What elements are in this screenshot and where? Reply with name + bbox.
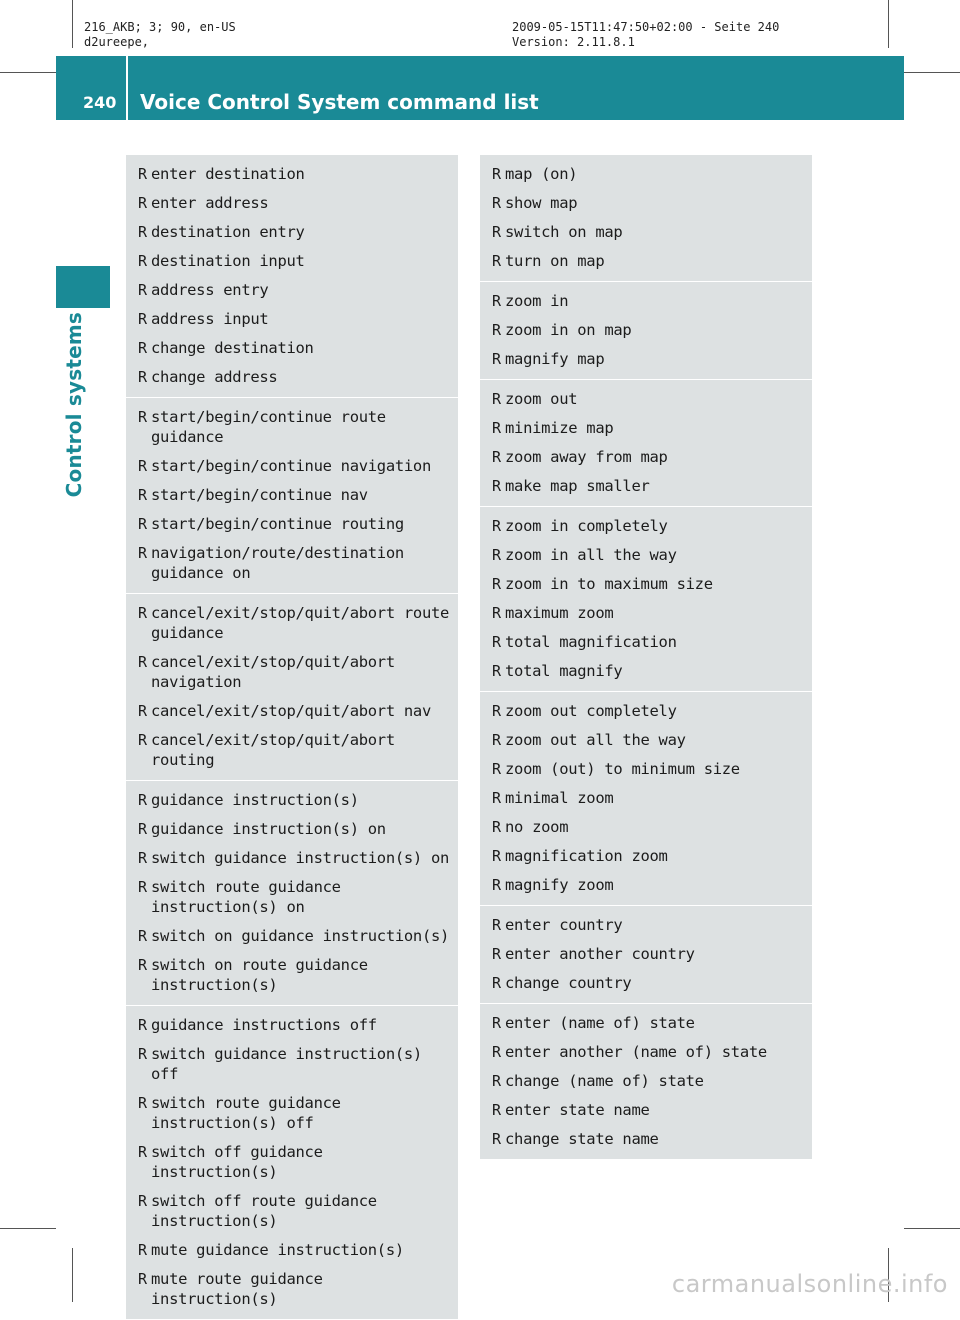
- command-text: total magnify: [505, 662, 623, 680]
- bullet-icon: R: [492, 252, 501, 270]
- command-text: zoom out: [505, 390, 578, 408]
- side-tab: [56, 266, 110, 308]
- command-group: [480, 507, 812, 692]
- bullet-icon: R: [492, 633, 501, 651]
- bullet-icon: R: [492, 702, 501, 720]
- bullet-icon: R: [492, 517, 501, 535]
- command-text: make map smaller: [505, 477, 650, 495]
- command-item: [492, 632, 812, 652]
- command-text: switch route guidance instruction(s) off: [151, 1094, 341, 1132]
- command-text: zoom in all the way: [505, 546, 677, 564]
- bullet-icon: R: [492, 575, 501, 593]
- command-text: destination entry: [151, 223, 305, 241]
- bullet-icon: R: [138, 457, 147, 475]
- watermark: carmanualsonline.info: [671, 1270, 948, 1298]
- bullet-icon: R: [492, 662, 501, 680]
- command-text: magnification zoom: [505, 847, 668, 865]
- command-item: [138, 309, 458, 329]
- bullet-icon: R: [138, 927, 147, 945]
- command-item: [138, 701, 458, 721]
- command-item: [138, 603, 458, 643]
- bullet-icon: R: [138, 310, 147, 328]
- crop-mark: [72, 1248, 73, 1302]
- command-text: address input: [151, 310, 269, 328]
- command-text: zoom out all the way: [505, 731, 686, 749]
- command-item: [138, 280, 458, 300]
- bullet-icon: R: [138, 604, 147, 622]
- command-item: [138, 1191, 458, 1231]
- command-text: mute guidance instruction(s): [151, 1241, 404, 1259]
- bullet-icon: R: [492, 292, 501, 310]
- command-text: address entry: [151, 281, 269, 299]
- command-item: [492, 1100, 812, 1120]
- command-item: [492, 193, 812, 213]
- bullet-icon: R: [138, 1241, 147, 1259]
- meta-right-line1: 2009-05-15T11:47:50+02:00 - Seite 240: [512, 20, 780, 34]
- command-item: [138, 926, 458, 946]
- command-item: [492, 516, 812, 536]
- command-item: [138, 877, 458, 917]
- command-group: [480, 155, 812, 282]
- crop-mark: [904, 1228, 960, 1229]
- command-text: switch on guidance instruction(s): [151, 927, 450, 945]
- bullet-icon: R: [138, 194, 147, 212]
- command-item: [492, 788, 812, 808]
- command-text: start/begin/continue nav: [151, 486, 368, 504]
- command-item: [492, 447, 812, 467]
- bullet-icon: R: [138, 1016, 147, 1034]
- command-text: zoom out completely: [505, 702, 677, 720]
- crop-mark: [888, 0, 889, 48]
- command-text: enter another (name of) state: [505, 1043, 767, 1061]
- print-meta-right: [512, 20, 779, 50]
- command-item: [492, 164, 812, 184]
- command-item: [492, 973, 812, 993]
- bullet-icon: R: [492, 350, 501, 368]
- bullet-icon: R: [492, 604, 501, 622]
- command-item: [492, 574, 812, 594]
- meta-left-line1: 216_AKB; 3; 90, en-US: [84, 20, 236, 34]
- bullet-icon: R: [138, 702, 147, 720]
- bullet-icon: R: [138, 956, 147, 974]
- command-item: [492, 701, 812, 721]
- bullet-icon: R: [492, 1072, 501, 1090]
- bullet-icon: R: [492, 916, 501, 934]
- command-text: switch off route guidance instruction(s): [151, 1192, 377, 1230]
- command-group: [480, 692, 812, 906]
- bullet-icon: R: [138, 408, 147, 426]
- bullet-icon: R: [492, 818, 501, 836]
- command-text: enter state name: [505, 1101, 650, 1119]
- command-text: zoom in completely: [505, 517, 668, 535]
- command-text: minimal zoom: [505, 789, 614, 807]
- command-item: [492, 1071, 812, 1091]
- bullet-icon: R: [492, 731, 501, 749]
- bullet-icon: R: [138, 252, 147, 270]
- command-item: [138, 543, 458, 583]
- command-item: [492, 545, 812, 565]
- command-text: zoom in on map: [505, 321, 632, 339]
- command-item: [138, 251, 458, 271]
- command-item: [138, 1269, 458, 1309]
- crop-mark: [72, 0, 73, 48]
- meta-right-line2: Version: 2.11.8.1: [512, 35, 635, 49]
- command-text: cancel/exit/stop/quit/abort navigation: [151, 653, 395, 691]
- page-header: [56, 56, 904, 120]
- command-item: [492, 1013, 812, 1033]
- bullet-icon: R: [138, 165, 147, 183]
- command-group: [480, 906, 812, 1004]
- command-text: mute route guidance instruction(s): [151, 1270, 323, 1308]
- command-item: [138, 367, 458, 387]
- bullet-icon: R: [492, 477, 501, 495]
- bullet-icon: R: [138, 1094, 147, 1112]
- bullet-icon: R: [492, 1043, 501, 1061]
- command-group: [126, 781, 458, 1006]
- bullet-icon: R: [492, 1130, 501, 1148]
- bullet-icon: R: [492, 847, 501, 865]
- command-text: guidance instruction(s): [151, 791, 359, 809]
- command-text: no zoom: [505, 818, 569, 836]
- bullet-icon: R: [492, 165, 501, 183]
- command-item: [138, 955, 458, 995]
- command-group: [126, 1006, 458, 1320]
- command-item: [138, 1240, 458, 1260]
- command-item: [138, 652, 458, 692]
- command-item: [138, 164, 458, 184]
- bullet-icon: R: [138, 544, 147, 562]
- command-item: [492, 730, 812, 750]
- bullet-icon: R: [138, 1045, 147, 1063]
- bullet-icon: R: [138, 368, 147, 386]
- command-text: enter address: [151, 194, 269, 212]
- bullet-icon: R: [492, 546, 501, 564]
- command-text: zoom away from map: [505, 448, 668, 466]
- command-text: enter (name of) state: [505, 1014, 695, 1032]
- command-item: [492, 222, 812, 242]
- bullet-icon: R: [492, 448, 501, 466]
- command-text: zoom in: [505, 292, 569, 310]
- command-text: change (name of) state: [505, 1072, 704, 1090]
- command-text: switch on route guidance instruction(s): [151, 956, 368, 994]
- command-item: [492, 1129, 812, 1149]
- command-item: [492, 320, 812, 340]
- command-item: [492, 291, 812, 311]
- command-item: [138, 790, 458, 810]
- bullet-icon: R: [138, 820, 147, 838]
- command-text: show map: [505, 194, 578, 212]
- command-text: navigation/route/destination guidance on: [151, 544, 404, 582]
- command-item: [492, 661, 812, 681]
- command-text: change country: [505, 974, 632, 992]
- bullet-icon: R: [138, 515, 147, 533]
- bullet-icon: R: [492, 789, 501, 807]
- command-text: cancel/exit/stop/quit/abort routing: [151, 731, 395, 769]
- command-item: [138, 848, 458, 868]
- bullet-icon: R: [138, 791, 147, 809]
- command-item: [492, 1042, 812, 1062]
- command-group: [480, 380, 812, 507]
- command-text: enter another country: [505, 945, 695, 963]
- bullet-icon: R: [492, 945, 501, 963]
- crop-mark: [904, 72, 960, 73]
- command-item: [138, 730, 458, 770]
- command-item: [138, 456, 458, 476]
- command-item: [138, 819, 458, 839]
- command-item: [138, 485, 458, 505]
- bullet-icon: R: [138, 486, 147, 504]
- command-item: [138, 514, 458, 534]
- bullet-icon: R: [138, 223, 147, 241]
- command-text: change address: [151, 368, 278, 386]
- bullet-icon: R: [138, 1270, 147, 1288]
- command-text: start/begin/continue route guidance: [151, 408, 386, 446]
- command-text: guidance instruction(s) on: [151, 820, 386, 838]
- command-text: start/begin/continue navigation: [151, 457, 431, 475]
- print-meta-left: [84, 20, 236, 50]
- command-text: zoom (out) to minimum size: [505, 760, 740, 778]
- command-group: [126, 398, 458, 594]
- command-text: destination input: [151, 252, 305, 270]
- command-text: minimize map: [505, 419, 614, 437]
- command-text: magnify zoom: [505, 876, 614, 894]
- bullet-icon: R: [138, 653, 147, 671]
- meta-left-line2: d2ureepe,: [84, 35, 150, 49]
- command-group: [480, 1004, 812, 1160]
- command-text: change state name: [505, 1130, 659, 1148]
- command-text: switch on map: [505, 223, 623, 241]
- command-text: guidance instructions off: [151, 1016, 377, 1034]
- header-divider: [126, 56, 128, 120]
- bullet-icon: R: [492, 760, 501, 778]
- command-text: enter country: [505, 916, 623, 934]
- command-item: [138, 1015, 458, 1035]
- bullet-icon: R: [492, 1014, 501, 1032]
- command-text: maximum zoom: [505, 604, 614, 622]
- command-text: switch guidance instruction(s) off: [151, 1045, 422, 1083]
- bullet-icon: R: [138, 849, 147, 867]
- command-text: cancel/exit/stop/quit/abort nav: [151, 702, 431, 720]
- bullet-icon: R: [138, 1143, 147, 1161]
- bullet-icon: R: [138, 878, 147, 896]
- command-item: [492, 817, 812, 837]
- command-item: [492, 915, 812, 935]
- command-item: [492, 875, 812, 895]
- command-text: enter destination: [151, 165, 305, 183]
- command-text: switch route guidance instruction(s) on: [151, 878, 341, 916]
- bullet-icon: R: [492, 876, 501, 894]
- command-text: zoom in to maximum size: [505, 575, 713, 593]
- command-item: [138, 407, 458, 447]
- command-item: [138, 1093, 458, 1133]
- command-group: [480, 282, 812, 380]
- left-command-column: [126, 155, 458, 1320]
- command-item: [138, 193, 458, 213]
- bullet-icon: R: [492, 974, 501, 992]
- command-item: [492, 759, 812, 779]
- command-text: switch guidance instruction(s) on: [151, 849, 450, 867]
- bullet-icon: R: [138, 1192, 147, 1210]
- bullet-icon: R: [492, 321, 501, 339]
- command-item: [492, 349, 812, 369]
- command-item: [492, 251, 812, 271]
- command-item: [138, 338, 458, 358]
- command-text: turn on map: [505, 252, 605, 270]
- command-text: map (on): [505, 165, 578, 183]
- command-group: [126, 155, 458, 398]
- command-item: [138, 1142, 458, 1182]
- command-text: magnify map: [505, 350, 605, 368]
- command-text: start/begin/continue routing: [151, 515, 404, 533]
- bullet-icon: R: [492, 194, 501, 212]
- page-number: 240: [83, 93, 117, 112]
- side-section-label: Control systems: [62, 312, 86, 498]
- right-command-column: [480, 155, 812, 1160]
- bullet-icon: R: [492, 1101, 501, 1119]
- command-text: change destination: [151, 339, 314, 357]
- bullet-icon: R: [138, 339, 147, 357]
- page-title: Voice Control System command list: [140, 90, 539, 114]
- command-text: switch off guidance instruction(s): [151, 1143, 323, 1181]
- command-item: [492, 418, 812, 438]
- crop-mark: [0, 1228, 56, 1229]
- command-item: [138, 1044, 458, 1084]
- command-item: [492, 389, 812, 409]
- command-item: [492, 603, 812, 623]
- bullet-icon: R: [138, 281, 147, 299]
- bullet-icon: R: [138, 731, 147, 749]
- command-group: [126, 594, 458, 781]
- command-item: [492, 846, 812, 866]
- command-text: total magnification: [505, 633, 677, 651]
- crop-mark: [0, 72, 56, 73]
- bullet-icon: R: [492, 419, 501, 437]
- command-item: [492, 944, 812, 964]
- command-item: [138, 222, 458, 242]
- bullet-icon: R: [492, 223, 501, 241]
- command-item: [492, 476, 812, 496]
- command-text: cancel/exit/stop/quit/abort route guidance: [151, 604, 450, 642]
- bullet-icon: R: [492, 390, 501, 408]
